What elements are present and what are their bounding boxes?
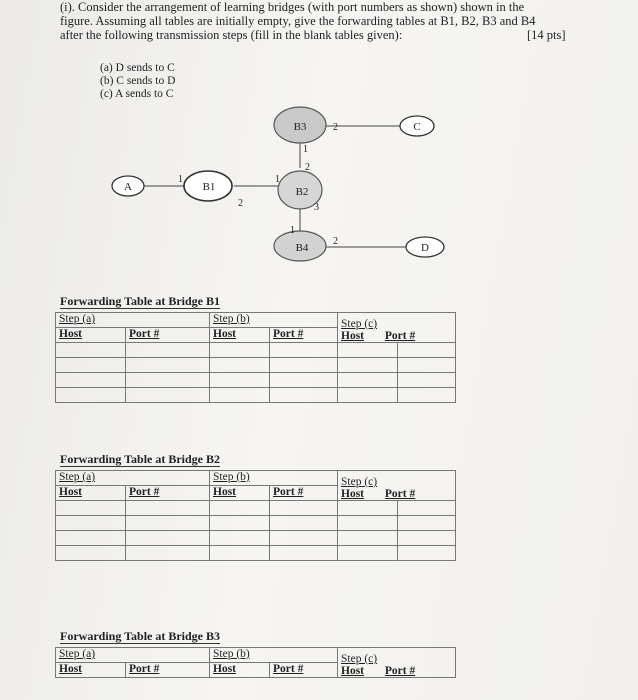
step-a-header: Step (a) bbox=[59, 648, 96, 660]
col-host: Host bbox=[59, 486, 82, 498]
host-a-label: A bbox=[124, 181, 132, 193]
table-row bbox=[56, 546, 456, 561]
table-row bbox=[56, 373, 456, 388]
step-c-header: Step (c) bbox=[341, 318, 378, 330]
step-b-header: Step (b) bbox=[213, 313, 250, 325]
table-row bbox=[56, 388, 456, 403]
bridge-b3-label: B3 bbox=[293, 121, 307, 133]
forwarding-table-b3 bbox=[60, 627, 456, 678]
col-port: Port # bbox=[129, 486, 160, 498]
col-port: Port # bbox=[273, 328, 304, 340]
step-c-header: Step (c) bbox=[341, 476, 378, 488]
col-host: Host bbox=[341, 330, 364, 342]
step-c-text: (c) A sends to C bbox=[100, 88, 174, 100]
col-host: Host bbox=[59, 328, 82, 340]
col-port: Port # bbox=[129, 663, 160, 675]
step-a-text: (a) D sends to C bbox=[100, 62, 175, 74]
forwarding-table-b1 bbox=[60, 292, 456, 403]
col-port: Port # bbox=[273, 486, 304, 498]
table-grid bbox=[55, 647, 456, 678]
table-row bbox=[56, 358, 456, 373]
b1-port-1: 1 bbox=[178, 174, 183, 185]
table-row bbox=[56, 343, 456, 358]
col-host: Host bbox=[341, 665, 364, 677]
points-label: [14 pts] bbox=[527, 28, 566, 42]
col-host: Host bbox=[213, 486, 236, 498]
b2-port-1: 1 bbox=[275, 174, 280, 185]
step-b-header: Step (b) bbox=[213, 648, 250, 660]
step-b-text: (b) C sends to D bbox=[100, 75, 176, 87]
col-port: Port # bbox=[384, 665, 416, 677]
b3-port-2: 2 bbox=[333, 122, 338, 133]
col-port: Port # bbox=[384, 488, 416, 500]
table-grid bbox=[55, 312, 456, 403]
step-a-header: Step (a) bbox=[59, 313, 96, 325]
table-row bbox=[56, 531, 456, 546]
col-host: Host bbox=[341, 488, 364, 500]
table-row bbox=[56, 516, 456, 531]
b4-port-1: 1 bbox=[290, 225, 295, 236]
b3-port-1: 1 bbox=[303, 144, 308, 155]
step-c-header: Step (c) bbox=[341, 653, 378, 665]
col-host: Host bbox=[213, 328, 236, 340]
col-host: Host bbox=[59, 663, 82, 675]
host-c-label: C bbox=[413, 121, 421, 133]
host-d-label: D bbox=[421, 242, 429, 254]
bridge-b2-label: B2 bbox=[295, 186, 309, 198]
col-port: Port # bbox=[384, 330, 416, 342]
forwarding-table-b2 bbox=[60, 450, 456, 561]
step-b-header: Step (b) bbox=[213, 471, 250, 483]
table-row bbox=[56, 501, 456, 516]
bridge-b4-label: B4 bbox=[295, 242, 309, 254]
table-grid bbox=[55, 470, 456, 561]
question-text: (i). Consider the arrangement of learning bridges (with port numbers as shown) shown in the figure. Assuming all tables are initially empty, give the forwarding tables at B1, B2, B3 and B4 after the following transmission steps (fill in the blank tables given): bbox=[60, 0, 536, 42]
col-host: Host bbox=[213, 663, 236, 675]
b1-port-2: 2 bbox=[238, 198, 243, 209]
bridge-b1-label: B1 bbox=[202, 181, 216, 193]
b4-port-2: 2 bbox=[333, 236, 338, 247]
table-title: Forwarding Table at Bridge B1 bbox=[60, 294, 221, 308]
b2-port-2: 2 bbox=[305, 162, 310, 173]
step-a-header: Step (a) bbox=[59, 471, 96, 483]
b2-port-3: 3 bbox=[314, 202, 319, 213]
col-port: Port # bbox=[273, 663, 304, 675]
table-title: Forwarding Table at Bridge B3 bbox=[60, 629, 221, 643]
table-title: Forwarding Table at Bridge B2 bbox=[60, 452, 221, 466]
col-port: Port # bbox=[129, 328, 160, 340]
